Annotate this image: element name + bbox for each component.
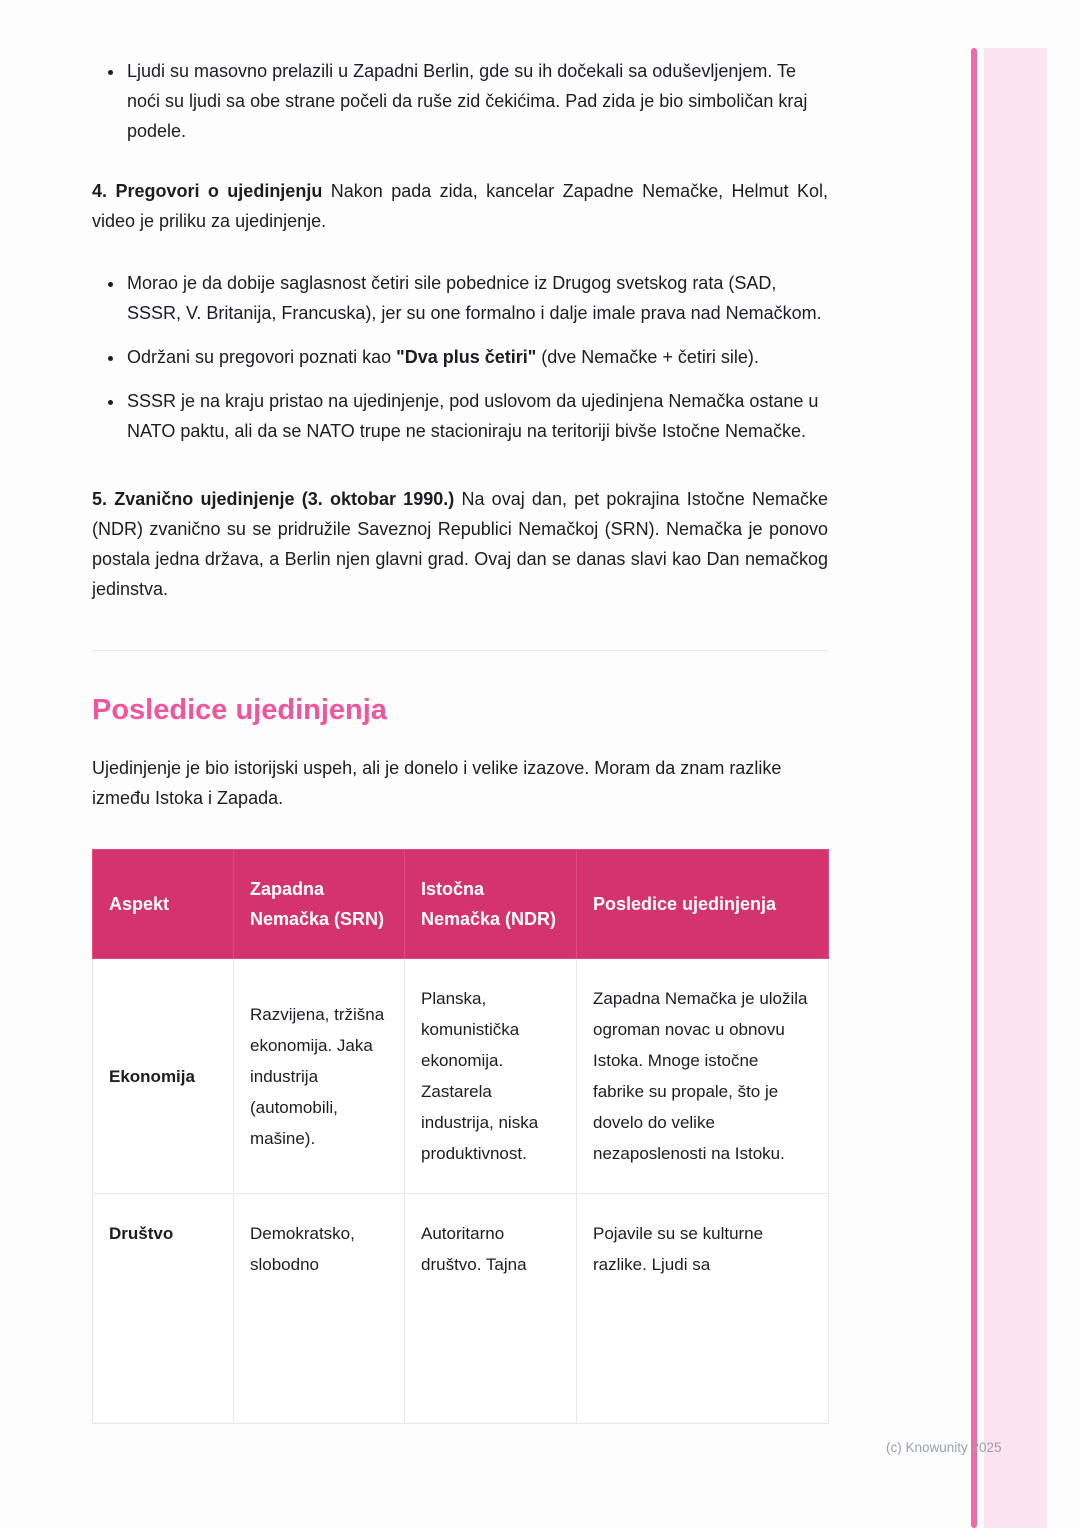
table-row-economy (93, 959, 829, 1194)
bullet-text: Održani su pregovori poznati kao (127, 347, 397, 367)
section-heading-consequences: Posledice ujedinjenja (92, 694, 387, 726)
document-content (92, 56, 828, 1424)
page-margin-band (984, 48, 1047, 1528)
cell-consequences: Pojavile su se kulturne razlike. Ljudi sa (577, 1194, 829, 1424)
bullet-bold-text: "Dva plus četiri" (396, 347, 537, 367)
paragraph-text: Nakon pada zida, kancelar Zapadne Nemačke, Helmut Kol, video je priliku za ujedinjenje. (92, 181, 828, 231)
section-divider (92, 650, 828, 651)
header-cell-west-germany: Zapadna Nemačka (SRN) (234, 850, 405, 959)
bullet-text: Ljudi su masovno prelazili u Zapadni Berlin, gde su ih dočekali sa oduševljenjem. Te noći su ljudi sa obe strane počeli da ruše zid čekićima. Pad zida je bio simboličan kraj podele. (127, 61, 808, 141)
cell-east: Planska, komunistička ekonomija. Zastarela industrija, niska produktivnost. (405, 959, 577, 1194)
paragraph-official-unification (92, 484, 828, 604)
table-row-society (93, 1194, 829, 1424)
paragraph-bold-lead: 4. Pregovori o ujedinjenju (92, 181, 323, 201)
bullet-text: (dve Nemačke + četiri sile). (536, 347, 759, 367)
paragraph-text: Na ovaj dan, pet pokrajina Istočne Nemačke (NDR) zvanično su se pridružile Saveznoj Republici Nemačkoj (SRN). Nemačka je ponovo postala jedna država, a Berlin njen glavni grad. Ovaj dan se danas slavi kao Dan nemačkog jedinstva. (92, 489, 828, 599)
paragraph-negotiations (92, 176, 828, 236)
bullet-text: Morao je da dobije saglasnost četiri sile pobednice iz Drugog svetskog rata (SAD, SSSR, V. Britanija, Francuska), jer su one formalno i dalje imale prava nad Nemačkom. (127, 273, 822, 323)
page-margin-accent-line (971, 48, 977, 1528)
bullet-text: SSSR je na kraju pristao na ujedinjenje, pod uslovom da ujedinjena Nemačka ostane u NATO paktu, ali da se NATO trupe ne stacioniraju na teritoriji bivše Istočne Nemačke. (127, 391, 819, 441)
watermark-text: (c) Knowunity 2025 (886, 1440, 1002, 1455)
header-cell-consequences: Posledice ujedinjenja (577, 850, 829, 959)
bullet-item (125, 56, 828, 146)
cell-west: Razvijena, tržišna ekonomija. Jaka industrija (automobili, mašine). (234, 959, 405, 1194)
bullet-list-intro (92, 56, 828, 146)
cell-aspect: Društvo (93, 1194, 234, 1424)
cell-west: Demokratsko, slobodno (234, 1194, 405, 1424)
cell-consequences: Zapadna Nemačka je uložila ogroman novac u obnovu Istoka. Mnoge istočne fabrike su propale, što je dovelo do velike nezaposlenosti na Istoku. (577, 959, 829, 1194)
bullet-item (125, 386, 828, 446)
paragraph-consequences-intro (92, 753, 828, 813)
paragraph-bold-lead: 5. Zvanično ujedinjenje (3. oktobar 1990.) (92, 489, 455, 509)
bullet-item (125, 342, 828, 372)
comparison-table (92, 849, 829, 1424)
paragraph-text: Ujedinjenje je bio istorijski uspeh, ali je donelo i velike izazove. Moram da znam razlike između Istoka i Zapada. (92, 758, 782, 808)
cell-east: Autoritarno društvo. Tajna (405, 1194, 577, 1424)
bullet-item (125, 268, 828, 328)
bullet-list-negotiations (92, 268, 828, 446)
table-header-row (93, 850, 829, 959)
cell-aspect: Ekonomija (93, 959, 234, 1194)
header-cell-east-germany: Istočna Nemačka (NDR) (405, 850, 577, 959)
header-cell-aspect: Aspekt (93, 850, 234, 959)
